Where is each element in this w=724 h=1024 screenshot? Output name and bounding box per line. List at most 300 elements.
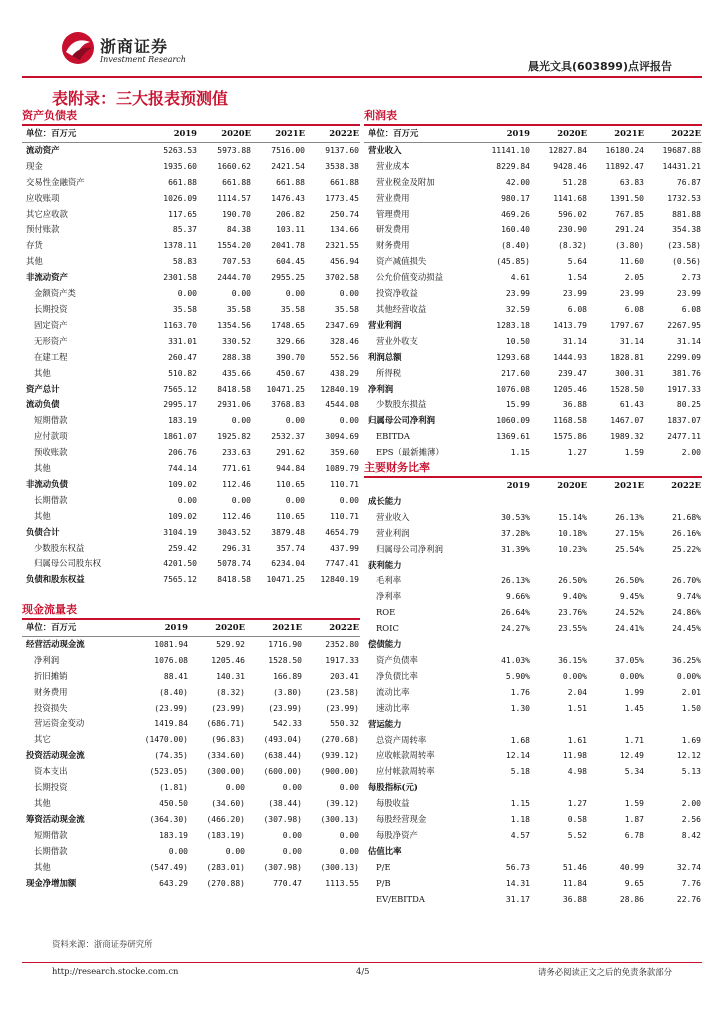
cell-value: 80.25 — [676, 400, 701, 410]
cell-value: 10.18% — [558, 528, 587, 538]
cell-value: 1114.57 — [217, 193, 251, 203]
cell-value: 3702.58 — [325, 273, 359, 283]
cell-value: 36.15% — [558, 655, 587, 665]
cell-value: 9.40% — [562, 592, 587, 602]
cell-value: 510.82 — [168, 368, 197, 378]
ratios-panel — [364, 460, 702, 907]
cell-value: 604.45 — [276, 257, 305, 267]
header-year: 2019 — [144, 126, 198, 142]
row-label: 短期借款 — [34, 829, 68, 840]
cell-value: 661.88 — [222, 177, 251, 187]
row-label: EPS（最新摊薄） — [376, 447, 444, 458]
table-row — [22, 207, 360, 223]
cell-value: 1.87 — [624, 815, 644, 825]
row-label: 营业外收支 — [376, 335, 418, 346]
cell-value: (466.20) — [206, 814, 245, 824]
table-row — [364, 573, 702, 589]
cell-value: 1.76 — [510, 687, 530, 697]
cell-value: 12.12 — [676, 751, 701, 761]
cell-value: (939.12) — [320, 751, 359, 761]
cell-value: 5.34 — [624, 767, 644, 777]
cell-value — [531, 637, 588, 653]
cell-value: 4.61 — [510, 273, 530, 283]
cell-value: 63.83 — [619, 177, 644, 187]
table-row — [364, 812, 702, 828]
cell-value: 30.53% — [501, 512, 530, 522]
row-label: 营运资金变动 — [34, 718, 85, 729]
cell-value: 1.30 — [510, 703, 530, 713]
row-label: 每股指标(元) — [368, 782, 418, 793]
cell-value: (307.98) — [263, 814, 302, 824]
cell-value: 36.88 — [562, 894, 587, 904]
cell-value: 2299.09 — [667, 352, 701, 362]
row-label: 财务费用 — [34, 686, 68, 697]
header-year: 2021E — [252, 126, 306, 142]
cell-value: 23.99 — [562, 289, 587, 299]
cell-value: 31.14 — [619, 336, 644, 346]
table-row — [364, 254, 702, 270]
table-row — [364, 286, 702, 302]
cell-value: 1.15 — [510, 448, 530, 458]
table-row — [364, 653, 702, 669]
table-row — [22, 142, 360, 158]
table-row — [364, 844, 702, 860]
cell-value: 1163.70 — [163, 320, 197, 330]
cell-value: 5.18 — [510, 767, 530, 777]
cell-value: 203.41 — [330, 671, 359, 681]
table-row — [364, 542, 702, 558]
cell-value: (638.44) — [263, 751, 302, 761]
table-row — [22, 780, 360, 796]
cell-value: 0.58 — [567, 815, 587, 825]
report-title: 晨光文具(603899)点评报告 — [528, 60, 672, 73]
cell-value: (183.19) — [206, 830, 245, 840]
cell-value — [474, 494, 531, 510]
cell-value: 7747.41 — [325, 559, 359, 569]
cell-value: 2321.55 — [325, 241, 359, 251]
cell-value: 0.00 — [282, 830, 302, 840]
row-label: 筹资活动现金流 — [26, 813, 85, 824]
row-label: 其他 — [34, 463, 51, 474]
cell-value: 233.63 — [222, 448, 251, 458]
cell-value: 328.46 — [330, 336, 359, 346]
row-label: 营业税金及附加 — [376, 176, 435, 187]
cell-value: 1.61 — [567, 735, 587, 745]
header-year: 2022E — [306, 126, 360, 142]
cell-value: 23.99 — [619, 289, 644, 299]
section-title: 利润表 — [364, 108, 702, 126]
cell-value: 25.54% — [615, 544, 644, 554]
cell-value — [531, 844, 588, 860]
cell-value: 32.59 — [505, 304, 530, 314]
cell-value: 0.00% — [562, 671, 587, 681]
cell-value: 1554.20 — [217, 241, 251, 251]
cell-value: 770.47 — [273, 878, 302, 888]
row-label: 在建工程 — [34, 351, 68, 362]
cell-value: (23.99) — [268, 703, 302, 713]
cell-value: 1925.82 — [217, 432, 251, 442]
cell-value — [645, 780, 702, 796]
cell-value: 2421.54 — [271, 161, 305, 171]
row-label: 应付款项 — [34, 431, 68, 442]
cell-value: 1828.81 — [610, 352, 644, 362]
row-label: 获利能力 — [368, 559, 402, 570]
cell-value: 23.76% — [558, 608, 587, 618]
cell-value: 2347.69 — [325, 320, 359, 330]
table-row — [22, 159, 360, 175]
cell-value: (23.99) — [154, 703, 188, 713]
cash-flow-table — [22, 620, 360, 891]
cell-value: 110.65 — [276, 511, 305, 521]
cell-value: 4654.79 — [325, 527, 359, 537]
cell-value: 5.13 — [681, 767, 701, 777]
row-label: 投资活动现金流 — [26, 750, 85, 761]
cell-value: 6.08 — [624, 304, 644, 314]
header-year: 2020E — [557, 480, 587, 490]
cell-value: 1413.79 — [553, 320, 587, 330]
cell-value — [531, 780, 588, 796]
cell-value: 435.66 — [222, 368, 251, 378]
cell-value: 259.42 — [168, 543, 197, 553]
section-title: 资产负债表 — [22, 108, 360, 126]
income-statement-table — [364, 126, 702, 461]
row-label: 长期投资 — [34, 303, 68, 314]
cell-value: 529.92 — [216, 639, 245, 649]
cell-value — [645, 844, 702, 860]
table-row — [364, 780, 702, 796]
table-row — [364, 159, 702, 175]
cell-value: 0.00 — [282, 783, 302, 793]
cell-value: 3094.69 — [325, 432, 359, 442]
cell-value: 35.58 — [172, 304, 197, 314]
row-label: 短期借款 — [34, 415, 68, 426]
cell-value: (270.88) — [206, 878, 245, 888]
table-row — [22, 413, 360, 429]
cell-value: 31.14 — [676, 336, 701, 346]
cell-value: 1861.07 — [163, 432, 197, 442]
cell-value — [588, 494, 645, 510]
cell-value: 19687.88 — [662, 145, 701, 155]
row-label: 应收账项 — [26, 192, 60, 203]
cell-value: 112.46 — [222, 511, 251, 521]
header-year: 2019 — [506, 480, 530, 490]
table-row — [364, 876, 702, 892]
cell-value: 1467.07 — [610, 416, 644, 426]
header-year: 2020E — [189, 620, 246, 636]
cell-value: 109.02 — [168, 479, 197, 489]
cell-value: 26.50% — [558, 576, 587, 586]
cell-value: 0.00 — [339, 289, 359, 299]
cell-value: 35.58 — [280, 304, 305, 314]
cell-value: 1748.65 — [271, 320, 305, 330]
logo-subtext: Investment Research — [100, 55, 186, 64]
row-label: P/E — [376, 861, 391, 872]
cell-value: 36.25% — [672, 655, 701, 665]
header-unit: 单位：百万元 — [22, 126, 144, 142]
footer-url[interactable]: http://research.stocke.com.cn — [52, 966, 179, 976]
cell-value — [474, 637, 531, 653]
cell-value: 767.85 — [615, 209, 644, 219]
cell-value: 1419.84 — [154, 719, 188, 729]
cell-value: 1917.33 — [667, 384, 701, 394]
table-row — [364, 685, 702, 701]
cell-value: 23.55% — [558, 624, 587, 634]
cell-value: 643.29 — [159, 878, 188, 888]
row-label: 营业利润 — [376, 527, 410, 538]
row-label: 归属母公司净利润 — [376, 543, 443, 554]
cell-value: 0.00 — [285, 289, 305, 299]
cell-value: 7565.12 — [163, 575, 197, 585]
table-row — [22, 461, 360, 477]
table-row — [22, 828, 360, 844]
cell-value: 27.15% — [615, 528, 644, 538]
row-label: 资产负债率 — [376, 654, 418, 665]
cell-value: 881.88 — [672, 209, 701, 219]
cell-value: (1.81) — [159, 783, 188, 793]
row-label: 偿债能力 — [368, 639, 402, 650]
cell-value: 9.66% — [505, 592, 530, 602]
cell-value: 3104.19 — [163, 527, 197, 537]
cell-value: 0.00 — [225, 783, 245, 793]
table-row — [22, 222, 360, 238]
table-row — [364, 669, 702, 685]
cell-value: 2931.06 — [217, 400, 251, 410]
cell-value: 1528.50 — [610, 384, 644, 394]
table-row — [364, 222, 702, 238]
row-label: 其他 — [34, 510, 51, 521]
cell-value: 112.46 — [222, 479, 251, 489]
cell-value — [474, 780, 531, 796]
logo-text: 浙商证券 — [100, 37, 169, 56]
table-row — [364, 318, 702, 334]
cell-value: 206.82 — [276, 209, 305, 219]
cell-value: (334.60) — [206, 751, 245, 761]
cell-value: 11892.47 — [605, 161, 644, 171]
table-row — [22, 748, 360, 764]
row-label: 营业收入 — [368, 144, 402, 155]
cell-value: 296.31 — [222, 543, 251, 553]
table-row — [22, 860, 360, 876]
header-year: 2019 — [474, 126, 531, 142]
table-row — [22, 175, 360, 191]
row-label: 营业费用 — [376, 192, 410, 203]
cell-value: 24.27% — [501, 624, 530, 634]
table-row — [364, 892, 702, 908]
cell-value: 437.99 — [330, 543, 359, 553]
table-row — [22, 429, 360, 445]
row-label: 流动资产 — [26, 144, 60, 155]
cell-value: 5078.74 — [217, 559, 251, 569]
cell-value: 1081.94 — [154, 639, 188, 649]
table-row — [364, 764, 702, 780]
cell-value: 4201.50 — [163, 559, 197, 569]
cell-value: 76.87 — [676, 177, 701, 187]
cell-value: 11.84 — [562, 878, 587, 888]
table-row — [22, 397, 360, 413]
table-row — [364, 494, 702, 510]
cell-value: 1.27 — [567, 448, 587, 458]
cell-value: 9.74% — [676, 592, 701, 602]
table-row — [364, 717, 702, 733]
table-row — [22, 509, 360, 525]
cell-value: 5.90% — [505, 671, 530, 681]
cell-value: 2995.17 — [163, 400, 197, 410]
cell-value: 84.38 — [226, 225, 251, 235]
cell-value: 16180.24 — [605, 145, 644, 155]
cell-value: 12.49 — [619, 751, 644, 761]
cell-value: 5.52 — [567, 830, 587, 840]
cell-value: 456.94 — [330, 257, 359, 267]
row-label: P/B — [376, 877, 391, 888]
row-label: 估值比率 — [368, 845, 402, 856]
cell-value: 1444.93 — [553, 352, 587, 362]
table-row — [22, 732, 360, 748]
cell-value: 944.84 — [276, 464, 305, 474]
table-row — [22, 716, 360, 732]
cell-value: (23.99) — [211, 703, 245, 713]
table-row — [364, 701, 702, 717]
table-header-row — [364, 478, 702, 494]
cell-value: 2.73 — [681, 273, 701, 283]
cell-value: 6.78 — [624, 830, 644, 840]
cell-value: 32.74 — [676, 862, 701, 872]
cell-value: 661.88 — [168, 177, 197, 187]
table-row — [364, 733, 702, 749]
table-row — [364, 382, 702, 398]
cell-value: 1.15 — [510, 799, 530, 809]
row-label: 所得税 — [376, 367, 402, 378]
cell-value: 11.60 — [619, 257, 644, 267]
cell-value: 1.59 — [624, 799, 644, 809]
balance-sheet-table — [22, 126, 360, 588]
cell-value: 9.45% — [619, 592, 644, 602]
cell-value: (270.68) — [320, 735, 359, 745]
cell-value: 26.64% — [501, 608, 530, 618]
cell-value: 1917.33 — [325, 655, 359, 665]
table-row — [22, 350, 360, 366]
cell-value: 1168.58 — [553, 416, 587, 426]
cell-value: 1205.46 — [211, 655, 245, 665]
cell-value: 206.76 — [168, 448, 197, 458]
cell-value: 15.14% — [558, 512, 587, 522]
cell-value: 1716.90 — [268, 639, 302, 649]
cell-value: 0.00 — [282, 846, 302, 856]
cell-value — [474, 558, 531, 574]
cell-value: 469.26 — [501, 209, 530, 219]
cell-value: 0.00% — [619, 671, 644, 681]
cell-value — [645, 717, 702, 733]
row-label: 利润总额 — [368, 351, 402, 362]
cell-value: (600.00) — [263, 767, 302, 777]
cell-value: 1.50 — [681, 703, 701, 713]
page-title: 表附录：三大报表预测值 — [52, 89, 229, 108]
cell-value: (38.44) — [268, 798, 302, 808]
cell-value: 0.00 — [339, 416, 359, 426]
table-row — [22, 541, 360, 557]
cell-value: 23.99 — [505, 289, 530, 299]
table-header-row — [364, 126, 702, 142]
cell-value: 37.05% — [615, 655, 644, 665]
cell-value: 12.14 — [505, 751, 530, 761]
table-row — [364, 142, 702, 158]
table-row — [22, 238, 360, 254]
table-row — [22, 366, 360, 382]
table-row — [22, 318, 360, 334]
cell-value: 42.00 — [505, 177, 530, 187]
row-label: 非流动资产 — [26, 272, 68, 283]
cell-value: 542.33 — [273, 719, 302, 729]
cell-value: 25.22% — [672, 544, 701, 554]
table-row — [22, 477, 360, 493]
cell-value: 9.65 — [624, 878, 644, 888]
cell-value: (0.56) — [672, 257, 701, 267]
cell-value — [531, 717, 588, 733]
cell-value: 36.88 — [562, 400, 587, 410]
cell-value: 61.43 — [619, 400, 644, 410]
cell-value: 22.76 — [676, 894, 701, 904]
cell-value: (364.30) — [149, 814, 188, 824]
cell-value: 1293.68 — [496, 352, 530, 362]
cell-value: 2.00 — [681, 448, 701, 458]
cell-value: (74.35) — [154, 751, 188, 761]
row-label: 其他 — [34, 367, 51, 378]
header-year: 2020E — [198, 126, 252, 142]
cell-value: (23.99) — [325, 703, 359, 713]
cell-value: 1369.61 — [496, 432, 530, 442]
cell-value: 2955.25 — [271, 273, 305, 283]
cell-value: 2532.37 — [271, 432, 305, 442]
cell-value: 1.27 — [567, 799, 587, 809]
table-row — [364, 175, 702, 191]
cell-value: 5263.53 — [163, 145, 197, 155]
cell-value: 41.03% — [501, 655, 530, 665]
row-label: 投资净收益 — [376, 288, 418, 299]
header-year: 2022E — [671, 480, 701, 490]
page-header — [0, 0, 724, 80]
row-label: ROIC — [376, 623, 399, 634]
table-row — [364, 605, 702, 621]
cell-value: 4544.08 — [325, 400, 359, 410]
cell-value: 28.86 — [619, 894, 644, 904]
table-row — [22, 254, 360, 270]
table-row — [22, 445, 360, 461]
cell-value: (3.80) — [273, 687, 302, 697]
row-label: 其它应收款 — [26, 208, 68, 219]
cell-value: 110.71 — [330, 479, 359, 489]
table-row — [22, 191, 360, 207]
cell-value: 0.00% — [676, 671, 701, 681]
row-label: 折旧摊销 — [34, 670, 68, 681]
cell-value: (1470.00) — [144, 735, 188, 745]
cell-value: 2.56 — [681, 815, 701, 825]
header-year: 2021E — [588, 126, 645, 142]
row-label: 毛利率 — [376, 575, 402, 586]
table-row — [22, 270, 360, 286]
cell-value: 110.65 — [276, 479, 305, 489]
row-label: 其它 — [34, 734, 51, 745]
table-row — [22, 876, 360, 892]
cell-value: 10.50 — [505, 336, 530, 346]
table-row — [22, 669, 360, 685]
cell-value: 359.60 — [330, 448, 359, 458]
cell-value — [474, 844, 531, 860]
table-row — [22, 382, 360, 398]
cell-value: 3768.83 — [271, 400, 305, 410]
cell-value: 550.32 — [330, 719, 359, 729]
cell-value: 381.76 — [672, 368, 701, 378]
cell-value: 6.08 — [681, 304, 701, 314]
cell-value: 357.74 — [276, 543, 305, 553]
